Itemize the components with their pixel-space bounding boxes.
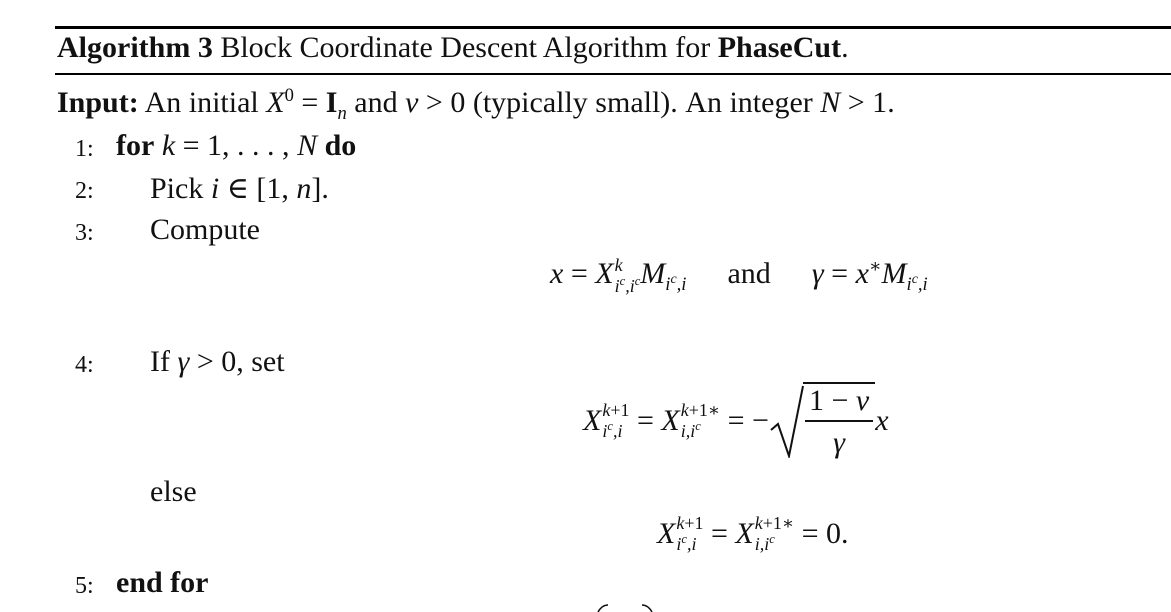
input-math-nu: ν > 0 — [405, 86, 466, 119]
if-word: If — [150, 345, 178, 378]
title-rule — [55, 73, 1171, 75]
do-keyword: do — [324, 129, 357, 162]
input-text-2: and — [346, 86, 406, 119]
compute-math-x: x = X k $i^c,i^c$ $M_{i^c,i}$ — [550, 255, 687, 296]
step-1-line — [116, 129, 356, 163]
and-word: and — [727, 256, 771, 290]
step-number-1: 1: — [75, 136, 94, 162]
input-math-x0: $X^0 = I_n$ — [266, 85, 347, 124]
radical-sign-icon — [769, 384, 805, 458]
update-equation — [583, 382, 889, 460]
algorithm-label: Algorithm 3 — [57, 31, 213, 64]
algorithm-title-prefix: Block Coordinate Descent Algorithm for — [220, 31, 718, 64]
zero-math: X k+1 $i^c,i$ = X k+1∗ $i,i^c$ = 0. — [657, 513, 849, 554]
step-1-math: k = 1, . . . , N — [161, 129, 318, 162]
input-text-3: (typically small). An integer — [465, 86, 821, 119]
zero-equation — [657, 514, 849, 554]
step-number-4: 4: — [75, 352, 94, 378]
input-text-1: An initial — [144, 86, 267, 119]
sqrt-expression: $\frac{1 - \nu}{\gamma}$ — [769, 382, 875, 460]
compute-text: Compute — [150, 213, 260, 246]
input-text-4: . — [887, 86, 895, 119]
step-number-3: 3: — [75, 220, 94, 246]
for-keyword: for — [116, 129, 155, 162]
pick-text: Pick — [150, 172, 211, 205]
algorithm-title-suffix: . — [841, 31, 849, 64]
update-math-lhs: X k+1 $i^c,i$ = X k+1∗ $i,i^c$ = − $\frac{1 - \nu}{\gamma}$ x — [583, 384, 889, 459]
input-math-n: N > 1 — [820, 86, 888, 119]
end-for-keyword: end for — [116, 566, 209, 599]
step-4-line — [150, 345, 285, 379]
step-2-math: i ∈ [1, n]. — [210, 172, 329, 205]
step-number-2: 2: — [75, 178, 94, 204]
step-4-condition: γ > 0 — [177, 345, 237, 378]
input-label: Input: — [57, 86, 139, 119]
else-word: else — [150, 475, 197, 508]
step-number-5: 5: — [75, 573, 94, 599]
algorithm-name: PhaseCut — [717, 31, 842, 64]
step-2-line — [150, 171, 329, 206]
compute-equation — [550, 256, 928, 296]
cropped-glyph-fragment — [590, 604, 660, 612]
input-line — [57, 85, 895, 124]
top-rule — [55, 26, 1171, 29]
set-word: , set — [236, 345, 285, 378]
compute-math-gamma: $\gamma = x^∗M_{i^c,i}$ — [811, 255, 928, 295]
algorithm-title — [57, 31, 849, 65]
